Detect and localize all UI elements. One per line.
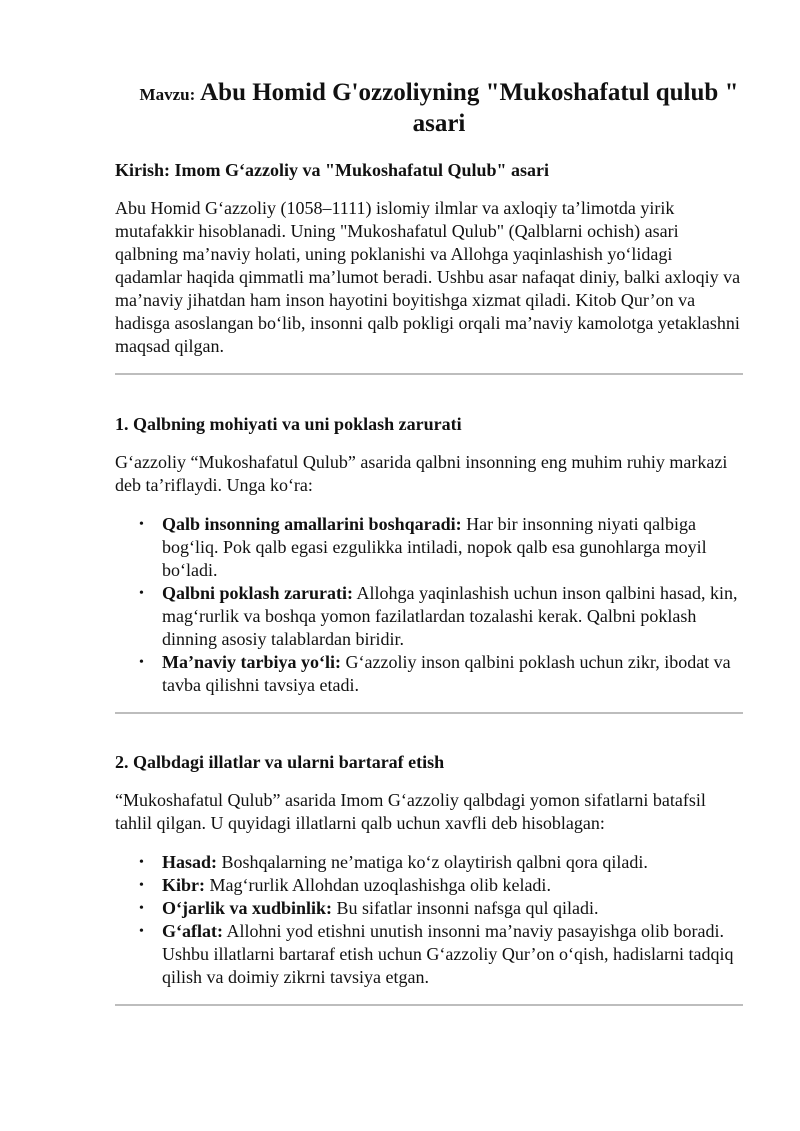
bullet-icon: • xyxy=(139,586,144,601)
list-item-text: Allohni yod etishni unutish insonni ma’naviy pasayishga olib boradi. xyxy=(222,921,724,941)
list-item xyxy=(139,651,743,697)
divider xyxy=(115,712,743,714)
list-item xyxy=(139,874,743,897)
list-item-text: Boshqalarning ne’matiga ko‘z olaytirish qalbni qora qiladi. xyxy=(217,852,648,872)
list-item-term: Kibr: xyxy=(162,875,205,895)
list-item-text: Har bir insonning niyati qalbiga bog‘liq. Pok qalb egasi ezgulikka intiladi, nopok qalb esa gunohlarga moyil bo‘ladi. xyxy=(162,514,707,580)
list-item-text: Bu sifatlar insonni nafsga qul qiladi. xyxy=(332,898,599,918)
list-item xyxy=(139,897,743,920)
bullet-icon: • xyxy=(139,878,144,893)
list-item-term: Qalb insonning amallarini boshqaradi: xyxy=(162,514,462,534)
section1-heading: 1. Qalbning mohiyati va uni poklash zarurati xyxy=(115,414,462,434)
list-item xyxy=(139,513,743,582)
bullet-icon: • xyxy=(139,655,144,670)
section2-heading: 2. Qalbdagi illatlar va ularni bartaraf etish xyxy=(115,752,445,772)
section2-closing: Ushbu illatlarni bartaraf etish uchun G‘azzoliy Qur’on o‘qish, hadislarni tadqiq qilish va doimiy zikrni tavsiya etgan. xyxy=(162,944,734,987)
section2-list xyxy=(115,851,743,989)
bullet-icon: • xyxy=(139,517,144,532)
list-item-text: G‘azzoliy inson qalbini poklash uchun zikr, ibodat va tavba qilishni tavsiya etadi. xyxy=(162,652,731,695)
bullet-icon: • xyxy=(139,924,144,939)
title-text: Abu Homid G'ozzoliyning "Mukoshafatul qulub " asari xyxy=(200,79,739,137)
list-item-term: Ma’naviy tarbiya yo‘li: xyxy=(162,652,341,672)
section1-paragraph: G‘azzoliy “Mukoshafatul Qulub” asarida qalbni insonning eng muhim ruhiy markazi deb ta’riflaydi. Unga ko‘ra: xyxy=(115,452,728,495)
list-item-term: Hasad: xyxy=(162,852,218,872)
list-item-term: G‘aflat: xyxy=(162,921,223,941)
page-title xyxy=(115,78,743,138)
bullet-icon: • xyxy=(139,855,144,870)
section2-paragraph: “Mukoshafatul Qulub” asarida Imom G‘azzoliy qalbdagi yomon sifatlarni batafsil tahlil qilgan. U quyidagi illatlarni qalb uchun xavfli deb hisoblagan: xyxy=(115,790,706,833)
list-item-text: Allohga yaqinlashish uchun inson qalbini hasad, kin, mag‘rurlik va boshqa yomon fazilatlardan tozalashi kerak. Qalbni poklash dinning asosiy talablardan biridir. xyxy=(162,583,738,649)
divider xyxy=(115,1004,743,1006)
list-item xyxy=(139,920,743,989)
list-item xyxy=(139,582,743,651)
list-item xyxy=(139,851,743,874)
section1-list xyxy=(115,513,743,697)
title-label: Mavzu: xyxy=(139,85,196,104)
list-item-term: O‘jarlik va xudbinlik: xyxy=(162,898,333,918)
bullet-icon: • xyxy=(139,901,144,916)
intro-heading: Kirish: Imom G‘azzoliy va "Mukoshafatul Qulub" asari xyxy=(115,160,550,180)
list-item-term: Qalbni poklash zarurati: xyxy=(162,583,354,603)
intro-paragraph: Abu Homid G‘azzoliy (1058–1111) islomiy ilmlar va axloqiy ta’limotda yirik mutafakkir hisoblanadi. Uning "Mukoshafatul Qulub" (Qalblarni ochish) asari qalbning ma’naviy holati, uning poklanishi va Allohga yaqinlashish yo‘lidagi qadamlar haqida qimmatli ma’lumot beradi. Ushbu asar nafaqat diniy, balki axloqiy va ma’naviy jihatdan ham inson hayotini boyitishga xizmat qiladi. Kitob Qur’on va hadisga asoslangan bo‘lib, insonni qalb pokligi orqali ma’naviy kamolotga yetaklashni maqsad qilgan. xyxy=(115,198,741,356)
divider xyxy=(115,373,743,375)
list-item-text: Mag‘rurlik Allohdan uzoqlashishga olib keladi. xyxy=(205,875,551,895)
